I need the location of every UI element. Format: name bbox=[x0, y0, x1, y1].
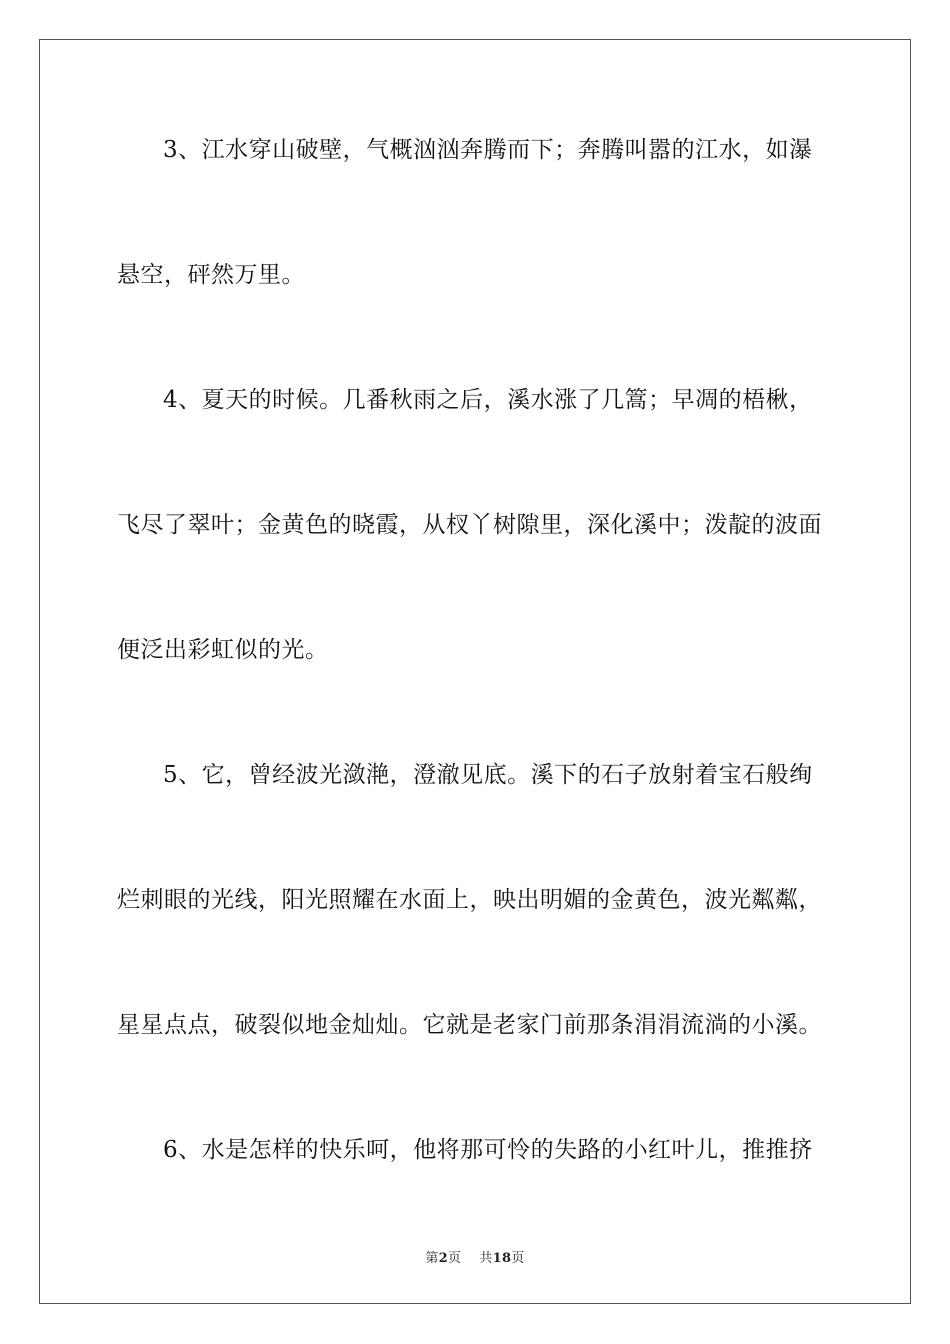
page-prefix: 第 bbox=[425, 1251, 439, 1266]
text-line: 3、江水穿山破壁，气概汹汹奔腾而下；奔腾叫嚣的江水，如瀑 bbox=[163, 137, 813, 163]
total-prefix: 共 bbox=[479, 1251, 493, 1266]
text-line: 5、它，曾经波光潋滟，澄澈见底。溪下的石子放射着宝石般绚 bbox=[163, 762, 813, 788]
total-suffix: 页 bbox=[511, 1251, 525, 1266]
text-line: 飞尽了翠叶；金黄色的晓霞，从杈丫树隙里，深化溪中；泼靛的波面 bbox=[117, 512, 822, 538]
text-line: 便泛出彩虹似的光。 bbox=[117, 637, 329, 663]
text-line: 烂刺眼的光线，阳光照耀在水面上，映出明媚的金黄色，波光粼粼， bbox=[117, 887, 822, 913]
page-current: 2 bbox=[438, 1251, 449, 1266]
page-footer bbox=[0, 1247, 950, 1266]
document-body bbox=[117, 124, 833, 1249]
text-line: 悬空，砰然万里。 bbox=[117, 262, 305, 288]
text-line: 星星点点，破裂似地金灿灿。它就是老家门前那条涓涓流淌的小溪。 bbox=[117, 1012, 822, 1038]
page-total: 18 bbox=[492, 1251, 512, 1266]
text-line: 4、夏天的时候。几番秋雨之后，溪水涨了几篙；早凋的梧楸， bbox=[163, 387, 813, 413]
page-suffix: 页 bbox=[448, 1251, 462, 1266]
text-line: 6、水是怎样的快乐呵，他将那可怜的失路的小红叶儿，推推挤 bbox=[163, 1137, 813, 1163]
